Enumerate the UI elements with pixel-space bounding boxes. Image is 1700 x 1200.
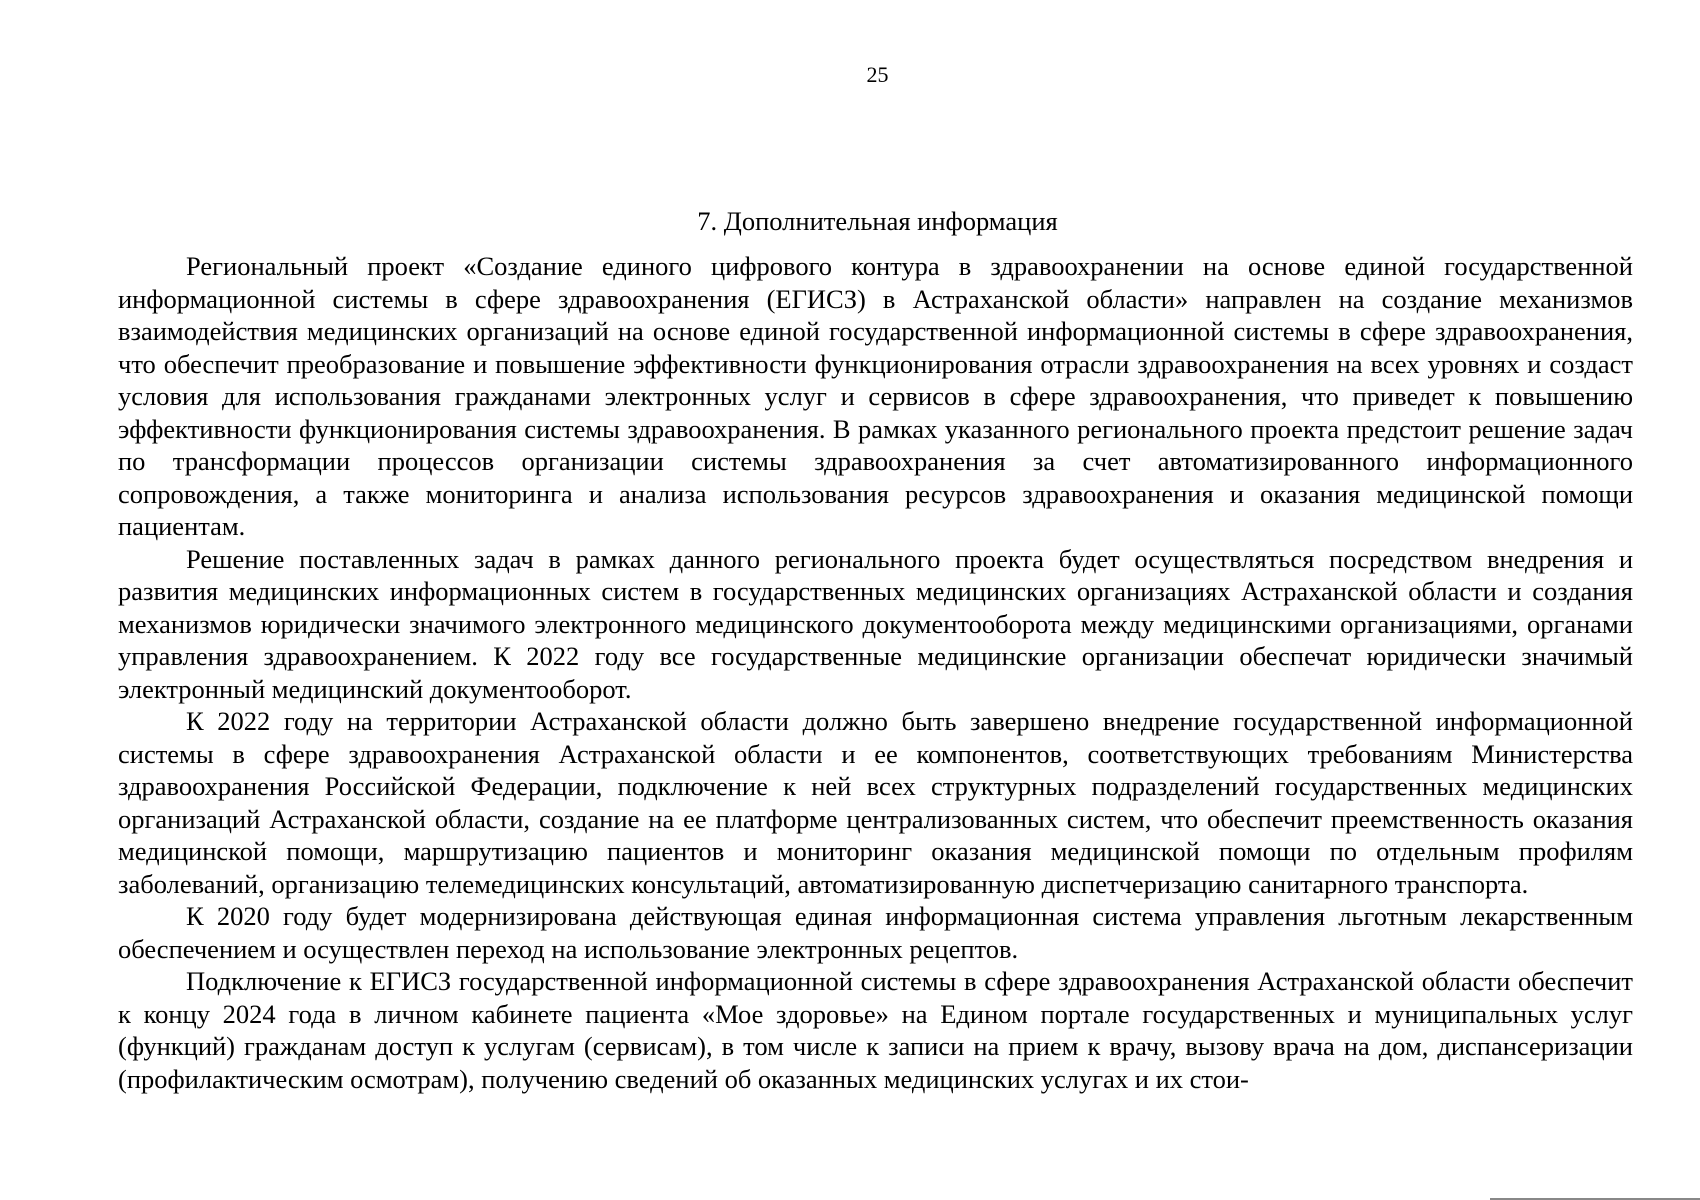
paragraph-project-overview: Региональный проект «Создание единого цифрового контура в здравоохранении на основе единой государственной информационной системы в сфере здравоохранения (ЕГИСЗ) в Астраханской области» направлен на создание механизмов взаимодействия медицинских организаций на основе единой государственной информационной системы в сфере здравоохранения, что обеспечит преобразование и повышение эффективности функционирования отрасли здравоохранения на всех уровнях и создаст условия для использования гражданами электронных услуг и сервисов в сфере здравоохранения, что приведет к повышению эффективности функционирования системы здравоохранения. В рамках указанного регионального проекта предстоит решение задач по трансформации процессов организации системы здравоохранения за счет автоматизированного информационного сопровождения, а также мониторинга и анализа использования ресурсов здравоохранения и оказания медицинской помощи пациентам.	[118, 251, 1633, 541]
paragraph-task-solutions: Решение поставленных задач в рамках данного регионального проекта будет осуществляться посредством внедрения и развития медицинских информационных систем в государственных медицинских организациях Астраханской области и создания механизмов юридически значимого электронного медицинского документооборота между медицинскими организациями, органами управления здравоохранением. К 2022 году все государственные медицинские организации обеспечат юридически значимый электронный медицинский документооборот.	[118, 543, 1633, 704]
document-body	[118, 250, 1633, 1095]
page-number: 25	[866, 62, 889, 87]
paragraph-drug-provision: К 2020 году будет модернизирована действующая единая информационная система управления льготным лекарственным обеспечением и осуществлен переход на использование электронных рецептов.	[118, 901, 1633, 964]
paragraph-egisz-connection: Подключение к ЕГИСЗ государственной информационной системы в сфере здравоохранения Астраханской области обеспечит к концу 2024 года в личном кабинете пациента «Мое здоровье» на Едином портале государственных и муниципальных услуг (функций) гражданам доступ к услугам (сервисам), в том числе к записи на прием к врачу, вызову врача на дом, диспансеризации (профилактическим осмотрам), получению сведений об оказанных медицинских услугах и их стои-	[118, 966, 1633, 1094]
paragraph-gis-implementation: К 2022 году на территории Астраханской области должно быть завершено внедрение государственной информационной системы в сфере здравоохранения Астраханской области и ее компонентов, соответствующих требованиям Министерства здравоохранения Российской Федерации, подключение к ней всех структурных подразделений государственных медицинских организаций Астраханской области, создание на ее платформе централизованных систем, что обеспечит преемственность оказания медицинской помощи, маршрутизацию пациентов и мониторинг оказания медицинской помощи по отдельным профилям заболеваний, организацию телемедицинских консультаций, автоматизированную диспетчеризацию санитарного транспорта.	[118, 706, 1633, 899]
section-heading: 7. Дополнительная информация	[697, 206, 1058, 236]
